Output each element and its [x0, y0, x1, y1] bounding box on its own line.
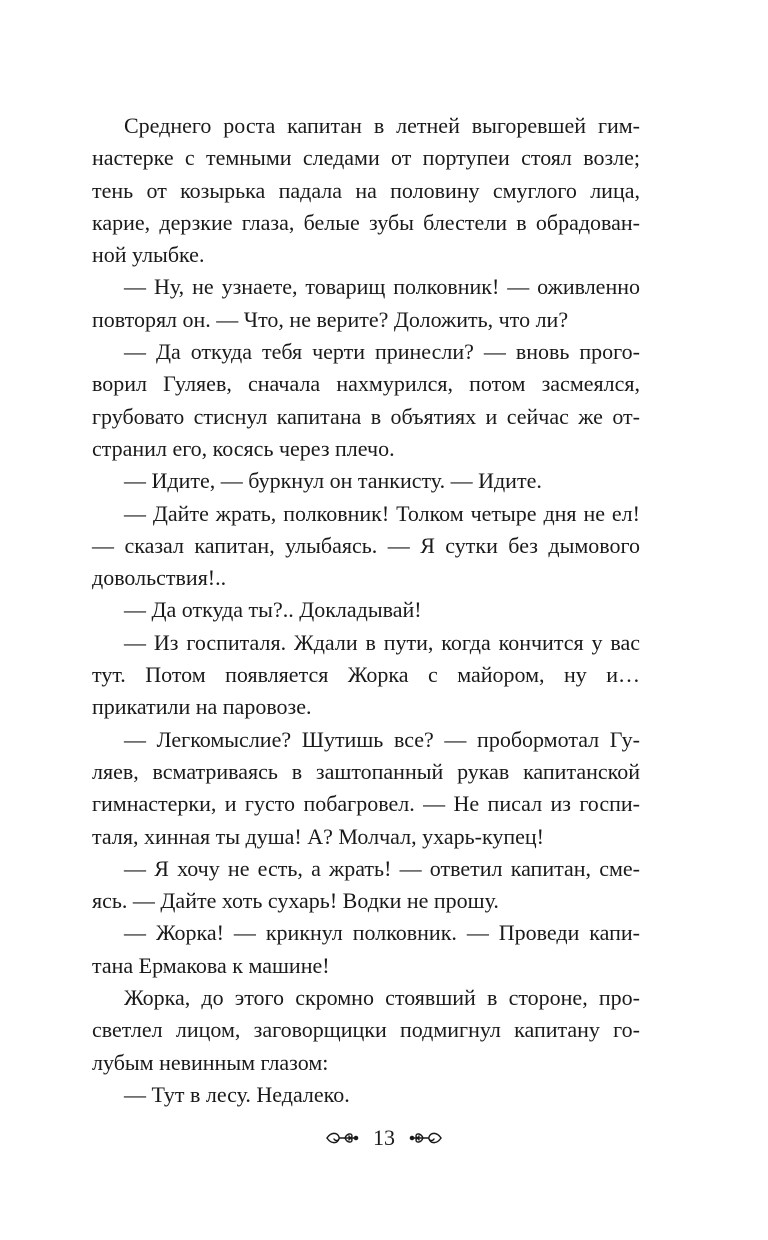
body-text: [92, 110, 640, 1111]
paragraph-11: Жорка, до этого скромно стоявший в стороне, просветлел лицом, заговорщицки подмигнул капитану голубым невинным глазом:: [92, 985, 640, 1075]
paragraph-4: — Идите, — буркнул он танкисту. — Идите.: [124, 468, 542, 494]
page-footer: [0, 1120, 768, 1156]
paragraph-9: — Я хочу не есть, а жрать! — ответил капитан, смеясь. — Дайте хоть сухарь! Водки не прошу.: [92, 855, 640, 914]
paragraph-7: — Из госпиталя. Ждали в пути, когда кончится у вас тут. Потом появляется Жорка с майором, ну и… прикатили на паровозе.: [92, 629, 640, 720]
paragraph-3: — Да откуда тебя черти принесли? — вновь проговорил Гуляев, сначала нахмурился, потом засмеялся, грубовато стиснул капитана в объятиях и сейчас же отстранил его, косясь через плечо.: [92, 339, 640, 461]
fleuron-left-icon: [325, 1128, 359, 1148]
paragraph-12: — Тут в лесу. Недалеко.: [124, 1081, 350, 1107]
paragraph-8: — Легкомыслие? Шутишь все? — пробормотал Гуляев, всматриваясь в заштопанный рукав капитанской гимнастерки, и густо побагровел. — Не писал из госпиталя, хинная ты душа! А? Молчал, ухарь-купец!: [92, 726, 640, 849]
paragraph-6: — Да откуда ты?.. Докладывай!: [124, 597, 422, 623]
paragraph-5: — Дайте жрать, полковник! Толком четыре дня не ел! — сказал капитан, улыбаясь. — Я сутки без дымового довольствия!..: [92, 500, 640, 591]
paragraph-2: — Ну, не узнаете, товарищ полковник! — оживленно повторял он. — Что, не верите? Доложить, что ли?: [92, 274, 640, 332]
fleuron-right-icon: [409, 1128, 443, 1148]
page-number: 13: [373, 1125, 395, 1150]
paragraph-1: Среднего роста капитан в летней выгоревшей гимнастерке с темными следами от портупеи стоял возле; тень от козырька падала на половину смуглого лица, карие, дерзкие глаза, белые зубы блестели в обрадованной улыбке.: [92, 113, 640, 268]
paragraph-10: — Жорка! — крикнул полковник. — Проведи капитана Ермакова к машине!: [92, 920, 640, 978]
